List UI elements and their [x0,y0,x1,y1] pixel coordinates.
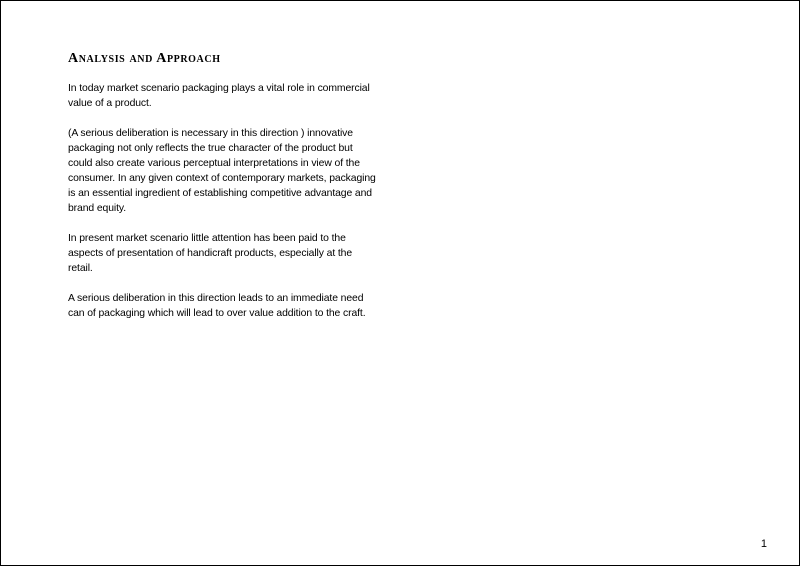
paragraph-4: A serious deliberation in this direction leads to an immediate need can of packaging which will lead to over value addition to the craft. [68,293,366,319]
paragraph-1: In today market scenario packaging plays a vital role in commercial value of a product. [68,83,370,109]
page-number: 1 [760,538,767,550]
page-content [68,51,378,336]
paragraph-2: (A serious deliberation is necessary in this direction ) innovative packaging not only reflects the true character of the product but could also create various perceptual interpretations in view of the consumer. In any given context of contemporary markets, packaging is an essential ingredient of establishing competitive advantage and brand equity. [68,128,376,214]
section-heading: Analysis and Approach [68,51,221,66]
paragraph-3: In present market scenario little attention has been paid to the aspects of presentation of handicraft products, especially at the retail. [68,233,353,274]
